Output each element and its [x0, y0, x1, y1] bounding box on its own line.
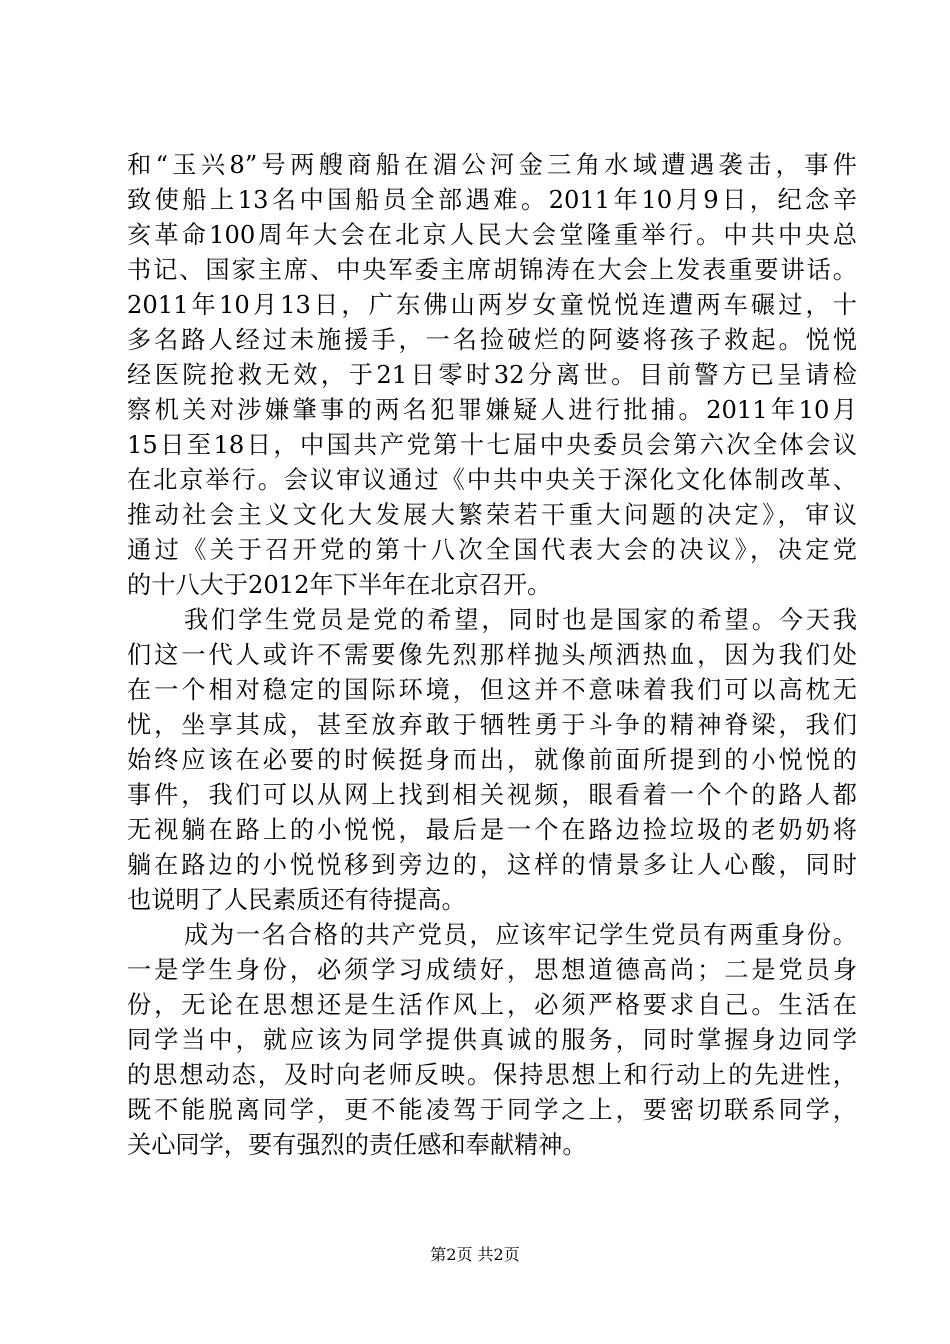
text-line: 和“玉兴8”号两艘商船在湄公河金三角水域遭遇袭击，事件: [127, 151, 857, 179]
text-line: 在一个相对稳定的国际环境，但这并不意味着我们可以高枕无: [127, 676, 857, 704]
text-line: 始终应该在必要的时候挺身而出，就像前面所提到的小悦悦的: [127, 746, 857, 774]
text-line: 既不能脱离同学，更不能凌驾于同学之上，要密切联系同学，: [127, 1096, 857, 1124]
text-line: 致使船上13名中国船员全部遇难。2011年10月9日，纪念辛: [127, 186, 857, 214]
text-line: 推动社会主义文化大发展大繁荣若干重大问题的决定》，审议: [127, 501, 857, 529]
text-line: 察机关对涉嫌肇事的两名犯罪嫌疑人进行批捕。2011年10月: [127, 396, 857, 424]
text-line: 2011年10月13日，广东佛山两岁女童悦悦连遭两车碾过，十: [127, 291, 857, 319]
document-body: [127, 148, 857, 1163]
page-footer: [0, 1244, 950, 1266]
text-line: 事件，我们可以从网上找到相关视频，眼看着一个个的路人都: [127, 781, 857, 809]
text-line: 们这一代人或许不需要像先烈那样抛头颅洒热血，因为我们处: [127, 641, 857, 669]
text-line: 同学当中，就应该为同学提供真诚的服务，同时掌握身边同学: [127, 1026, 857, 1054]
text-line: 一是学生身份，必须学习成绩好，思想道德高尚；二是党员身: [127, 956, 857, 984]
text-line: 份，无论在思想还是生活作风上，必须严格要求自己。生活在: [127, 991, 857, 1019]
text-line: 的思想动态，及时向老师反映。保持思想上和行动上的先进性，: [127, 1061, 857, 1089]
text-line: 忧，坐享其成，甚至放弃敢于牺牲勇于斗争的精神脊梁，我们: [127, 711, 857, 739]
text-line: 通过《关于召开党的第十八次全国代表大会的决议》，决定党: [127, 536, 857, 564]
paragraph-first-line: 我们学生党员是党的希望，同时也是国家的希望。今天我: [184, 606, 857, 634]
text-line: 在北京举行。会议审议通过《中共中央关于深化文化体制改革、: [127, 466, 857, 494]
text-line: 亥革命100周年大会在北京人民大会堂隆重举行。中共中央总: [127, 221, 857, 249]
text-line: 无视躺在路上的小悦悦，最后是一个在路边捡垃圾的老奶奶将: [127, 816, 857, 844]
text-line: 多名路人经过未施援手，一名捡破烂的阿婆将孩子救起。悦悦: [127, 326, 857, 354]
text-line: 15日至18日，中国共产党第十七届中央委员会第六次全体会议: [127, 431, 857, 459]
text-line: 书记、国家主席、中央军委主席胡锦涛在大会上发表重要讲话。: [127, 256, 857, 284]
text-line: 关心同学，要有强烈的责任感和奉献精神。: [127, 1131, 587, 1159]
page-number-label: 第2页 共2页: [430, 1245, 520, 1264]
text-line: 的十八大于2012年下半年在北京召开。: [127, 571, 552, 599]
paragraph-first-line: 成为一名合格的共产党员，应该牢记学生党员有两重身份。: [184, 921, 857, 949]
text-line: 经医院抢救无效，于21日零时32分离世。目前警方已呈请检: [127, 361, 857, 389]
text-line: 躺在路边的小悦悦移到旁边的，这样的情景多让人心酸，同时: [127, 851, 857, 879]
text-line: 也说明了人民素质还有待提高。: [127, 886, 466, 914]
